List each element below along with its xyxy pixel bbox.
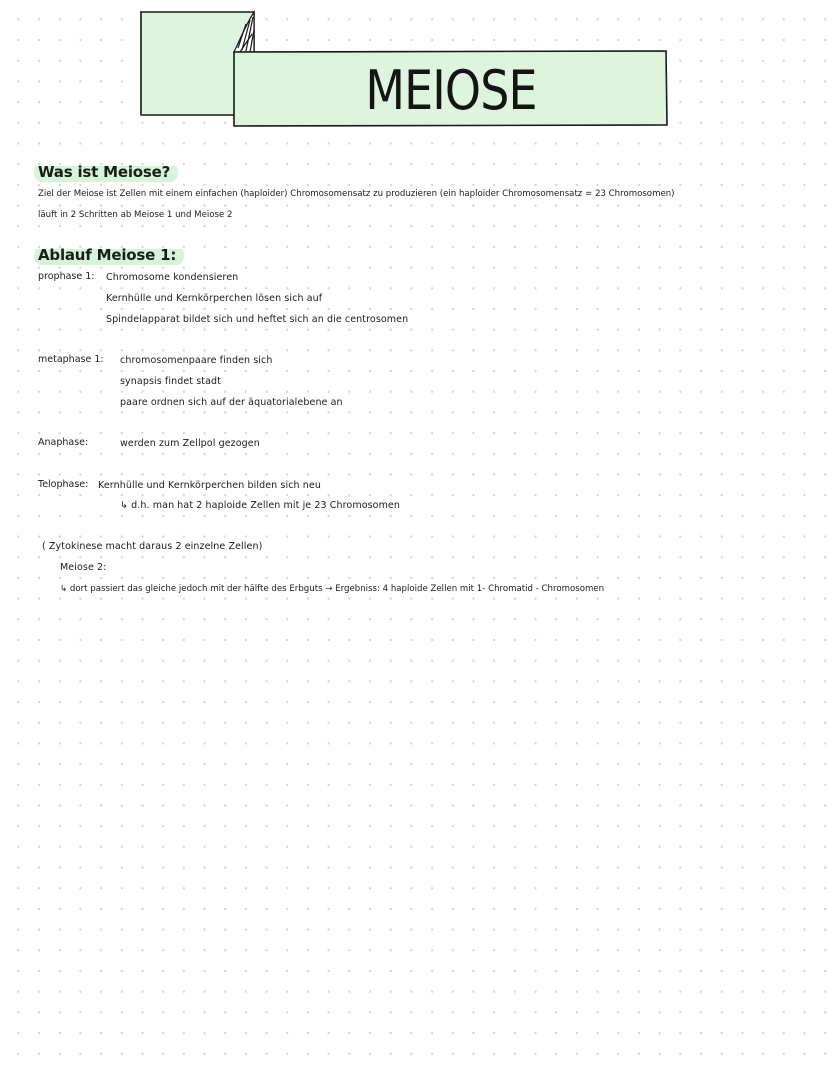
zytokinese-note: ( Zytokinese macht daraus 2 einzelne Zellen) <box>42 541 263 552</box>
metaphase-item: chromosomenpaare finden sich <box>120 355 273 366</box>
prophase-label: prophase 1: <box>38 271 95 282</box>
page-title: MEIOSE <box>365 58 537 122</box>
prophase-item: Chromosome kondensieren <box>106 272 239 283</box>
metaphase-label: metaphase 1: <box>38 354 104 365</box>
telophase-result: ↳ d.h. man hat 2 haploide Zellen mit je 23 Chromosomen <box>120 500 400 511</box>
section-heading-ablauf: Ablauf Meiose 1: <box>34 245 184 266</box>
metaphase-item: paare ordnen sich auf der äquatorialebene an <box>120 397 343 408</box>
telophase-label: Telophase: <box>38 479 89 490</box>
steps-line: läuft in 2 Schritten ab Meiose 1 und Meiose 2 <box>38 210 233 220</box>
meiose2-label: Meiose 2: <box>60 562 107 573</box>
prophase-item: Kernhülle und Kernkörperchen lösen sich auf <box>106 293 323 304</box>
meiose2-text: ↳ dort passiert das gleiche jedoch mit der hälfte des Erbguts → Ergebniss: 4 haploide Zellen mit 1- Chromatid - Chromosomen <box>60 584 605 594</box>
anaphase-item: werden zum Zellpol gezogen <box>120 438 260 449</box>
section-heading-what-is-meiose: Was ist Meiose? <box>34 162 178 183</box>
metaphase-item: synapsis findet stadt <box>120 376 221 387</box>
telophase-line: Kernhülle und Kernkörperchen bilden sich neu <box>98 480 321 491</box>
definition-line: Ziel der Meiose ist Zellen mit einem einfachen (haploider) Chromosomensatz zu produzieren (ein haploider Chromosomensatz = 23 Chromosomen) <box>38 189 675 199</box>
prophase-item: Spindelapparat bildet sich und heftet sich an die centrosomen <box>106 314 409 325</box>
anaphase-label: Anaphase: <box>38 437 89 448</box>
